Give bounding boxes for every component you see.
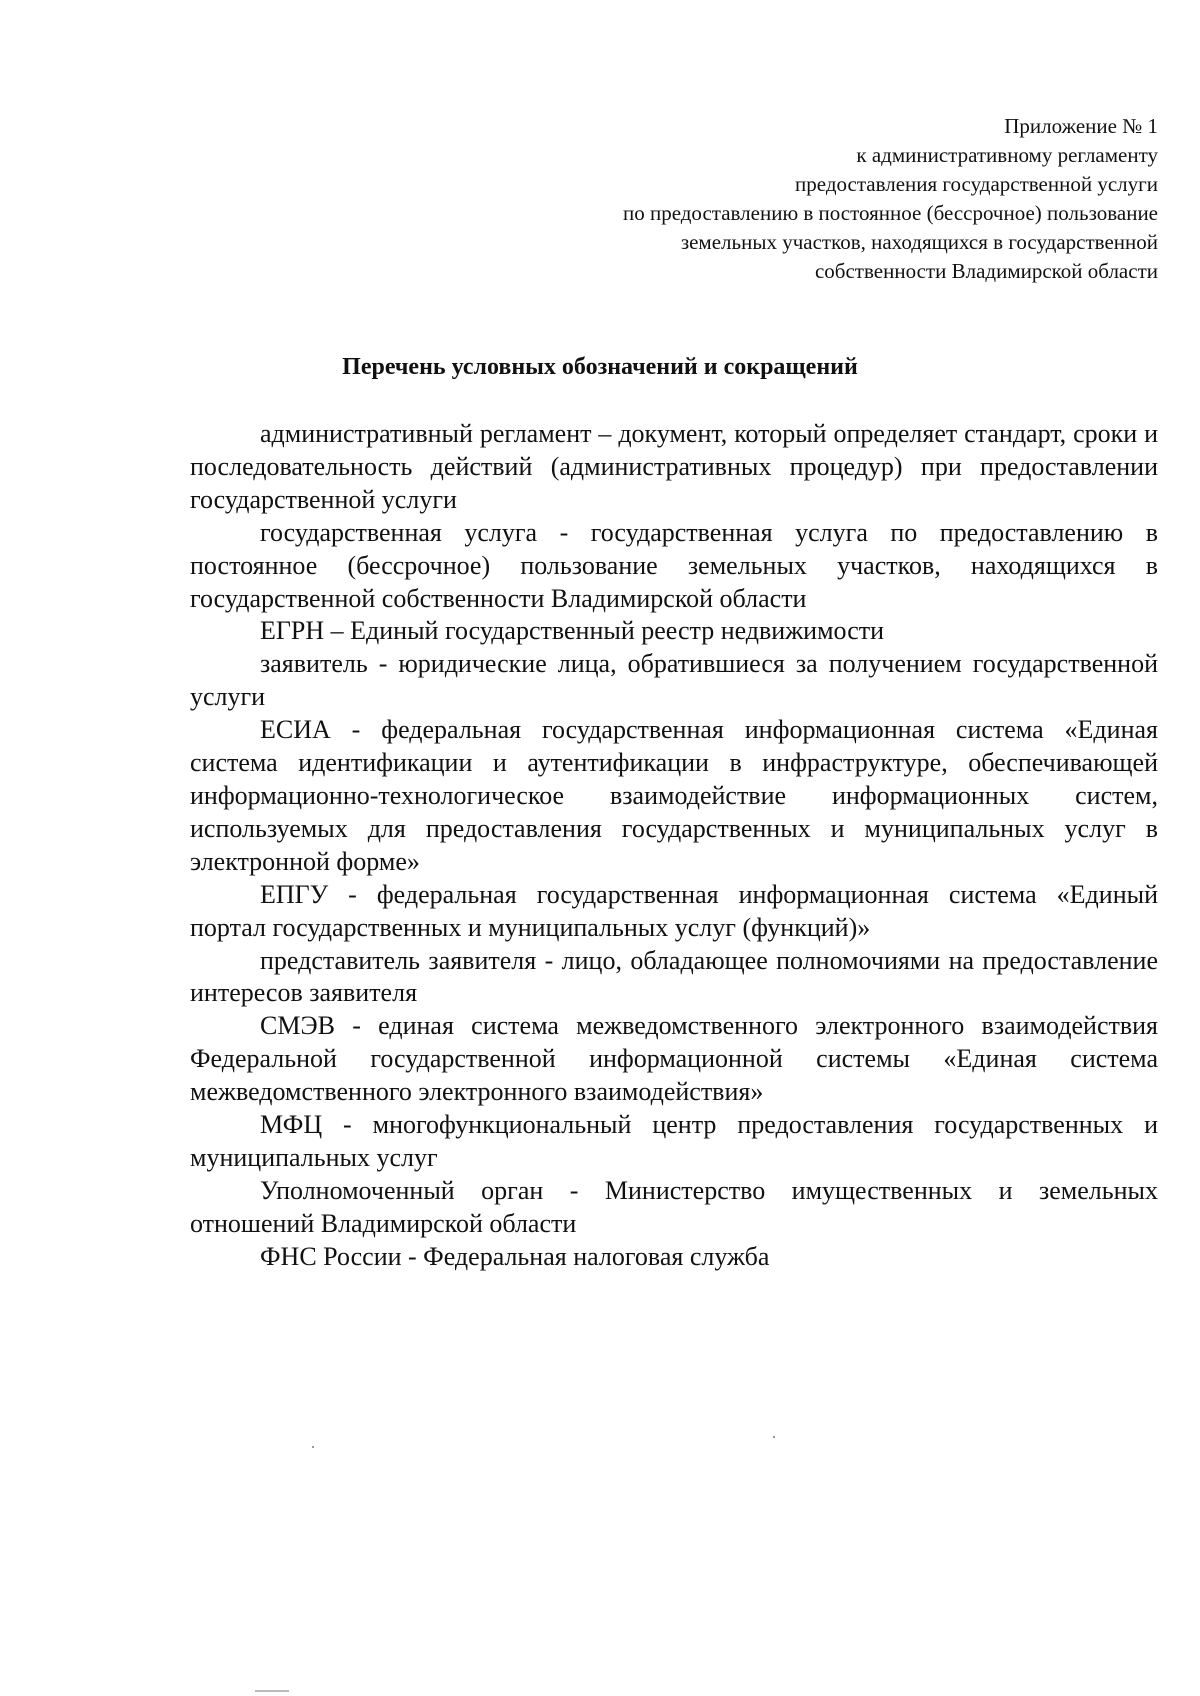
definitions-list xyxy=(190,418,1158,1274)
appendix-header xyxy=(520,112,1158,286)
appendix-header-line-2: к административному регламенту xyxy=(856,143,1158,167)
appendix-header-line-5: земельных участков, находящихся в государственной xyxy=(680,230,1158,254)
definition-egrn: ЕГРН – Единый государственный реестр недвижимости xyxy=(260,616,885,646)
definition-applicant: заявитель - юридические лица, обратившиеся за получением государственной услуги xyxy=(190,649,1158,712)
definition-epgu: ЕПГУ - федеральная государственная информационная система «Единый портал государственных и муниципальных услуг (функций)» xyxy=(190,879,1158,942)
document-title: Перечень условных обозначений и сокращений xyxy=(342,354,858,380)
scan-speck xyxy=(773,1436,775,1438)
appendix-header-line-4: по предоставлению в постоянное (бессрочное) пользование xyxy=(622,201,1158,225)
definition-fns: ФНС России - Федеральная налоговая служба xyxy=(260,1241,770,1271)
appendix-header-line-1: Приложение № 1 xyxy=(1004,114,1158,138)
definition-state-service: государственная услуга - государственная услуга по предоставлению в постоянное (бессрочное) пользование земельных участков, находящихся в государственной собственности Владимирской области xyxy=(190,517,1158,613)
scan-speck xyxy=(312,1446,314,1448)
definition-admin-regulation: административный регламент – документ, который определяет стандарт, сроки и последовательность действий (административных процедур) при предоставлении государственной услуги xyxy=(190,419,1158,514)
definition-mfc: МФЦ - многофункциональный центр предоставления государственных и муниципальных услуг xyxy=(190,1110,1158,1172)
definition-applicant-representative: представитель заявителя - лицо, обладающее полномочиями на предоставление интересов заявителя xyxy=(190,945,1158,1008)
appendix-header-line-3: предоставления государственной услуги xyxy=(795,172,1158,196)
scan-speck xyxy=(255,1690,289,1692)
definition-smev: СМЭВ - единая система межведомственного электронного взаимодействия Федеральной государственной информационной системы «Единая система межведомственного электронного взаимодействия» xyxy=(190,1011,1158,1107)
definition-esia: ЕСИА - федеральная государственная информационная система «Единая система идентификации и аутентификации в инфраструктуре, обеспечивающей информационно-технологическое взаимодействие информационных систем, используемых для предоставления государственных и муниципальных услуг в электронной форме» xyxy=(190,715,1158,876)
definition-authorized-body: Уполномоченный орган - Министерство имущественных и земельных отношений Владимирской области xyxy=(190,1175,1158,1238)
appendix-header-line-6: собственности Владимирской области xyxy=(814,259,1158,283)
